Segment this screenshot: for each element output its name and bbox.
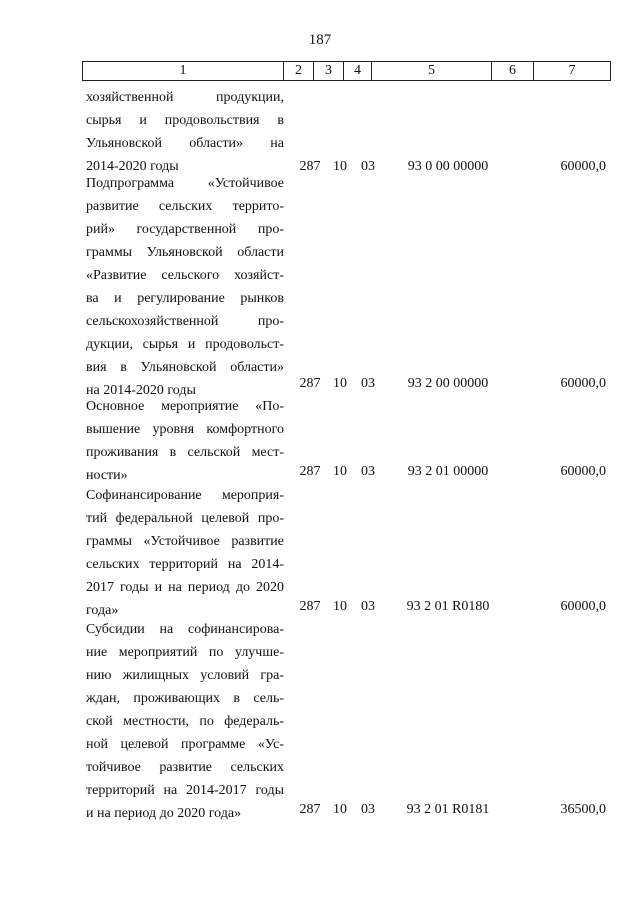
description-line: Подпрограмма «Устойчивое (86, 176, 284, 191)
table-row-1-col-2: 287 (299, 159, 321, 174)
table-row-4-description (86, 484, 284, 622)
page-number: 187 (308, 32, 332, 48)
table-row-2-description (86, 172, 284, 402)
description-line: сельскохозяйственной про- (86, 314, 284, 329)
description-line: территорий на 2014-2017 годы (86, 783, 284, 798)
description-line: сельских территорий на 2014- (86, 557, 284, 572)
description-line: граммы «Устойчивое развитие (86, 534, 284, 549)
table-row-4-col-5: 93 2 01 R0180 (406, 599, 490, 614)
table-row-5-col-5: 93 2 01 R0181 (406, 802, 490, 817)
table-row-2-col-2: 287 (299, 376, 321, 391)
column-header-6: 6 (492, 62, 534, 81)
description-line: ва и регулирование рынков (86, 291, 284, 306)
column-header-4: 4 (344, 62, 372, 81)
table-row-5-col-7: 36500,0 (560, 802, 606, 817)
table-row-1-col-4: 03 (361, 159, 375, 174)
description-line: граммы Ульяновской области (86, 245, 284, 260)
table-row-5-col-4: 03 (361, 802, 375, 817)
table-row-5-col-2: 287 (299, 802, 321, 817)
description-line: вия в Ульяновской области» (86, 360, 284, 375)
description-line: на 2014-2020 годы (86, 383, 196, 398)
description-line: года» (86, 603, 119, 618)
description-line: проживания в сельской мест- (86, 445, 284, 460)
description-line: Ульяновской области» на (86, 136, 284, 151)
description-line: рий» государственной про- (86, 222, 284, 237)
description-line: ской местности, по федераль- (86, 714, 284, 729)
table-row-2-col-3: 10 (333, 376, 347, 391)
table-row-3-col-3: 10 (333, 464, 347, 479)
table-row-4-col-4: 03 (361, 599, 375, 614)
table-row-3-description (86, 395, 284, 487)
table-row-1-col-3: 10 (333, 159, 347, 174)
table-row-1-col-7: 60000,0 (560, 159, 606, 174)
description-line: вышение уровня комфортного (86, 422, 284, 437)
table-row-4-col-2: 287 (299, 599, 321, 614)
description-line: 2017 годы и на период до 2020 (86, 580, 284, 595)
description-line: Основное мероприятие «По- (86, 399, 284, 414)
column-header-1: 1 (83, 62, 284, 81)
description-line: нию жилищных условий гра- (86, 668, 284, 683)
description-line: хозяйственной продукции, (86, 90, 284, 105)
description-line: ждан, проживающих в сель- (86, 691, 284, 706)
description-line: тойчивое развитие сельских (86, 760, 284, 775)
description-line: дукции, сырья и продовольст- (86, 337, 284, 352)
description-line: и на период до 2020 года» (86, 806, 242, 821)
table-row-2-col-4: 03 (361, 376, 375, 391)
description-line: 2014-2020 годы (86, 159, 179, 174)
description-line: развитие сельских террито- (86, 199, 284, 214)
column-header-5: 5 (372, 62, 492, 81)
description-line: тий федеральной целевой про- (86, 511, 284, 526)
table-row-2-col-7: 60000,0 (560, 376, 606, 391)
table-row-1-description (86, 86, 284, 178)
table-row-3-col-7: 60000,0 (560, 464, 606, 479)
column-header-2: 2 (284, 62, 314, 81)
description-line: «Развитие сельского хозяйст- (86, 268, 284, 283)
table-row-5-description (86, 618, 284, 825)
table-row-2-col-5: 93 2 00 00000 (407, 376, 489, 391)
table-row-3-col-4: 03 (361, 464, 375, 479)
description-line: сырья и продовольствия в (86, 113, 284, 128)
column-header-7: 7 (534, 62, 611, 81)
table-row-3-col-5: 93 2 01 00000 (407, 464, 489, 479)
column-header-3: 3 (314, 62, 344, 81)
description-line: ной целевой программе «Ус- (86, 737, 284, 752)
table-row-4-col-7: 60000,0 (560, 599, 606, 614)
table-row-1-col-5: 93 0 00 00000 (407, 159, 489, 174)
description-line: ние мероприятий по улучше- (86, 645, 284, 660)
table-row-3-col-2: 287 (299, 464, 321, 479)
description-line: Софинансирование мероприя- (86, 488, 284, 503)
description-line: Субсидии на софинансирова- (86, 622, 284, 637)
table-row-4-col-3: 10 (333, 599, 347, 614)
column-header-row (82, 61, 611, 81)
table-row-5-col-3: 10 (333, 802, 347, 817)
description-line: ности» (86, 468, 128, 483)
